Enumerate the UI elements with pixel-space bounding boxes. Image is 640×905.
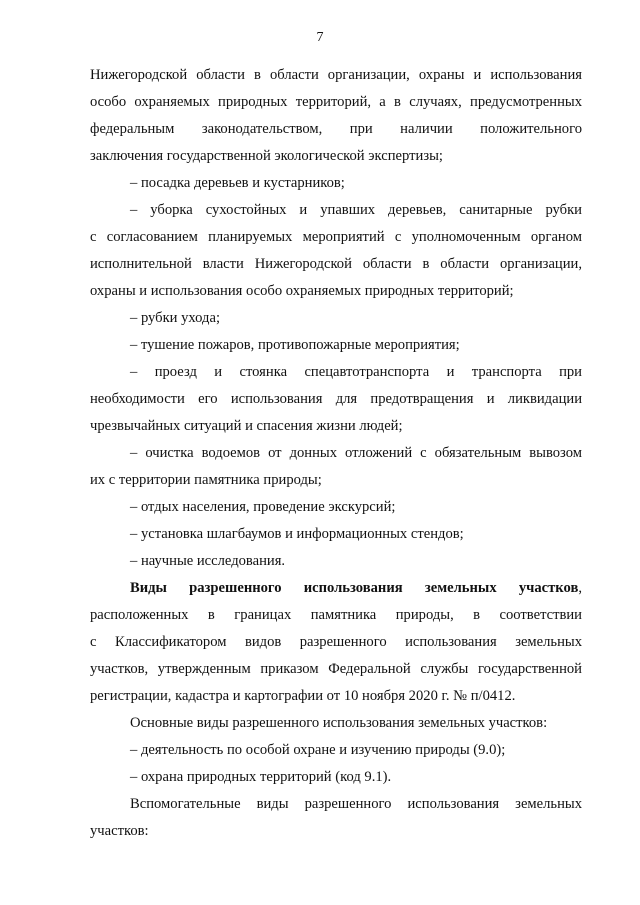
text-line: федеральным законодательством, при наличии положительного — [90, 121, 582, 137]
text-line: исполнительной власти Нижегородской области в области организации, — [90, 256, 582, 272]
text-line: с согласованием планируемых мероприятий с уполномоченным органом — [90, 229, 582, 245]
text-line: Нижегородской области в области организации, охраны и использования — [90, 67, 582, 83]
text-fragment: , — [578, 580, 582, 596]
list-item: – деятельность по особой охране и изучению природы (9.0); — [130, 742, 506, 758]
section-heading: Виды разрешенного использования земельных участков — [130, 580, 579, 596]
list-item: – очистка водоемов от донных отложений с обязательным вывозом — [130, 445, 582, 461]
list-item: – научные исследования. — [130, 553, 286, 569]
list-item: – рубки ухода; — [130, 310, 220, 326]
section-heading-line — [130, 579, 582, 597]
list-item: – тушение пожаров, противопожарные мероприятия; — [130, 337, 460, 353]
text-line: заключения государственной экологической экспертизы; — [90, 148, 443, 164]
text-line: расположенных в границах памятника природы, в соответствии — [90, 607, 582, 623]
text-line: регистрации, кадастра и картографии от 10 ноября 2020 г. № п/0412. — [90, 688, 516, 704]
list-item: – уборка сухостойных и упавших деревьев, санитарные рубки — [130, 202, 582, 218]
text-line: с Классификатором видов разрешенного использования земельных — [90, 634, 582, 650]
text-line: участков: — [90, 823, 149, 839]
list-item: – посадка деревьев и кустарников; — [130, 175, 345, 191]
text-line: чрезвычайных ситуаций и спасения жизни людей; — [90, 418, 403, 434]
text-line: охраны и использования особо охраняемых природных территорий; — [90, 283, 514, 299]
list-item: – проезд и стоянка спецавтотранспорта и транспорта при — [130, 364, 582, 380]
text-line: Вспомогательные виды разрешенного использования земельных — [130, 796, 582, 812]
list-item: – охрана природных территорий (код 9.1). — [130, 769, 392, 785]
text-line: особо охраняемых природных территорий, а в случаях, предусмотренных — [90, 94, 582, 110]
text-line: необходимости его использования для предотвращения и ликвидации — [90, 391, 582, 407]
list-item: – отдых населения, проведение экскурсий; — [130, 499, 396, 515]
text-line: их с территории памятника природы; — [90, 472, 322, 488]
text-line: Основные виды разрешенного использования земельных участков: — [130, 715, 548, 731]
page-number: 7 — [316, 30, 324, 45]
text-line: участков, утвержденным приказом Федеральной службы государственной — [90, 661, 582, 677]
list-item: – установка шлагбаумов и информационных стендов; — [130, 526, 464, 542]
